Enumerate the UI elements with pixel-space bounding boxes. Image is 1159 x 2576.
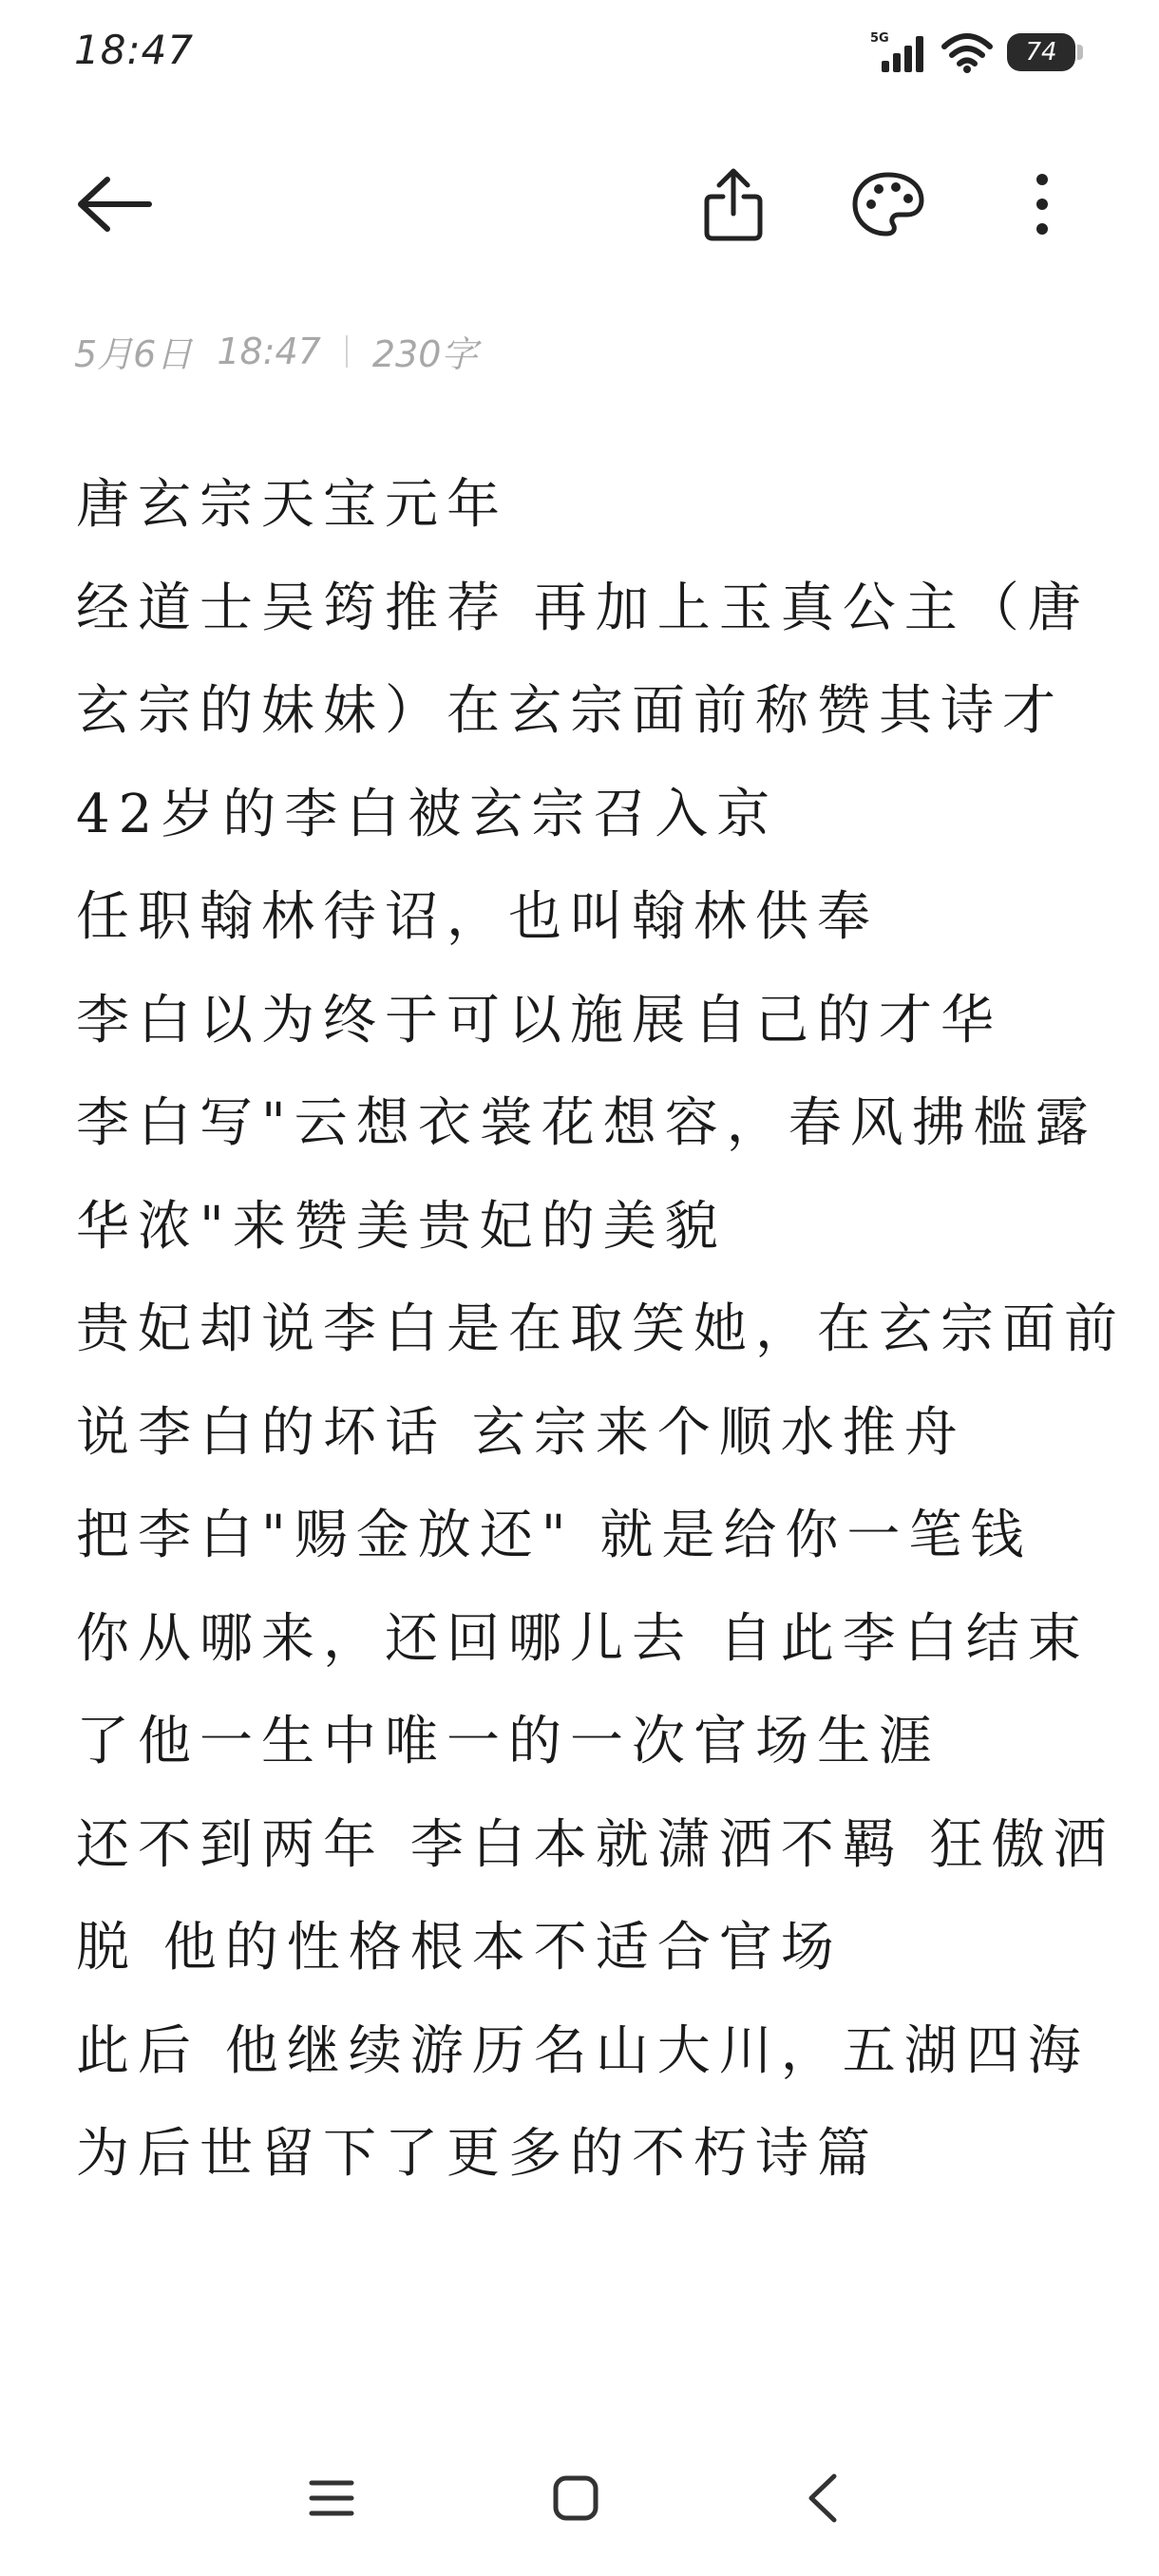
note-line: 把李白"赐金放还" 就是给你一笔钱 — [76, 1505, 1033, 1566]
note-line: 说李白的坏话 玄宗来个顺水推舟 — [76, 1401, 966, 1464]
back-button[interactable] — [63, 152, 167, 256]
note-line: 此后 他继续游历名山大川，五湖四海 — [76, 2019, 1090, 2082]
home-button[interactable] — [523, 2451, 628, 2546]
recent-apps-button[interactable] — [279, 2451, 384, 2546]
note-line: 玄宗的妹妹）在玄宗面前称赞其诗才 — [76, 680, 1064, 742]
note-line: 还不到两年 李白本就潇洒不羁 狂傲洒 — [76, 1813, 1115, 1876]
note-meta — [74, 325, 477, 377]
wifi-icon — [940, 31, 994, 73]
note-line: 你从哪来，还回哪儿去 自此李白结束 — [76, 1607, 1090, 1670]
status-indicators — [868, 27, 1075, 78]
palette-icon — [850, 170, 926, 238]
note-line: 唐玄宗天宝元年 — [76, 474, 508, 536]
note-time: 18:47 — [217, 330, 321, 372]
meta-divider — [346, 335, 348, 368]
more-vertical-icon — [1033, 170, 1052, 238]
status-bar — [0, 0, 1159, 104]
home-icon — [552, 2474, 599, 2522]
note-line: 经道士吴筠推荐 再加上玉真公主（唐 — [76, 577, 1090, 639]
note-line: 42岁的李白被玄宗召入京 — [76, 783, 779, 845]
arrow-left-icon — [75, 176, 155, 233]
more-button[interactable] — [990, 152, 1094, 256]
note-line: 了他一生中唯一的一次官场生涯 — [76, 1711, 940, 1772]
share-icon — [700, 164, 767, 244]
note-line: 华浓"来赞美贵妃的美貌 — [76, 1195, 727, 1258]
signal-icon — [868, 30, 927, 74]
back-chevron-icon — [806, 2472, 840, 2524]
note-date: 5月6日 — [74, 333, 193, 375]
note-line: 任职翰林待诏，也叫翰林供奉 — [76, 886, 879, 948]
status-time: 18:47 — [74, 27, 195, 73]
share-button[interactable] — [681, 152, 786, 256]
menu-icon — [308, 2477, 355, 2519]
note-line: 李白写"云想衣裳花想容，春风拂槛露 — [76, 1092, 1097, 1154]
note-line: 为后世留下了更多的不朽诗篇 — [76, 2123, 879, 2185]
network-type: 5G — [870, 31, 889, 46]
nav-back-button[interactable] — [770, 2451, 875, 2546]
note-content[interactable] — [76, 454, 1126, 2207]
note-line: 脱 他的性格根本不适合官场 — [76, 1917, 843, 1979]
note-line: 贵妃却说李白是在取笑她，在玄宗面前 — [76, 1298, 1126, 1360]
word-count: 230字 — [371, 333, 478, 375]
battery-indicator — [1007, 33, 1075, 71]
note-toolbar — [0, 142, 1159, 266]
note-line: 李白以为终于可以施展自己的才华 — [76, 989, 1002, 1051]
system-nav-bar — [0, 2432, 1159, 2576]
theme-button[interactable] — [836, 152, 940, 256]
battery-level: 74 — [1025, 38, 1057, 66]
